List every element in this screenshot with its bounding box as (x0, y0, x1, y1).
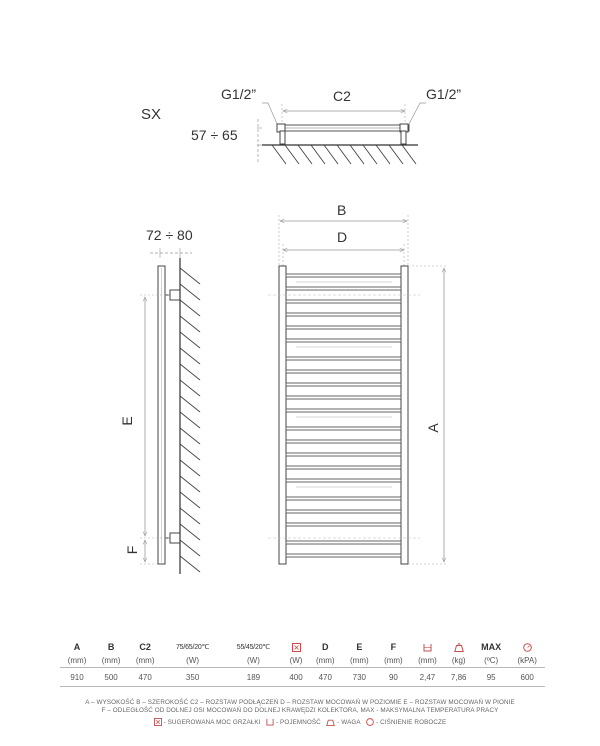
right-collector (401, 266, 408, 564)
header-d: D (322, 642, 329, 652)
legend-capacity-text: - POJEMNOŚĆ (275, 718, 321, 726)
legend-icons (0, 718, 600, 726)
c2-label: C2 (333, 88, 351, 104)
side-wall-hatching (180, 268, 200, 572)
unit-cell: (mm) (418, 655, 437, 665)
header-pressure (509, 641, 545, 653)
legend-weight-text: - WAGA (337, 718, 361, 726)
legend-line-2: F – ODLEGŁOŚĆ OD DOLNEJ OSI MOCOWAŃ DO DOLNEJ KRAWĘDZI KOLEKTORA, MAX - MAKSYMALNA TEMPERATURA PRACY (101, 707, 499, 714)
unit-cell: (kPA) (517, 655, 537, 665)
pressure-icon (523, 643, 532, 652)
value-cell: 730 (342, 668, 376, 687)
header-e: E (356, 642, 363, 652)
legend-heater-text: - SUGEROWANA MOC GRZAŁKI (163, 718, 261, 726)
heater-icon (154, 718, 162, 726)
top-wall-gap-label: 57 ÷ 65 (191, 127, 238, 143)
spec-table (60, 641, 545, 687)
unit-cell: (mm) (67, 655, 87, 665)
header-a: A (73, 642, 81, 652)
left-thread-leader (262, 103, 278, 126)
weight-icon (326, 718, 335, 726)
spec-values-row (60, 668, 545, 687)
b-label: B (337, 202, 347, 218)
top-wall-hatching (272, 145, 416, 164)
value-cell: 600 (509, 668, 545, 687)
left-collector (279, 266, 286, 564)
capacity-icon (423, 643, 432, 652)
unit-cell: (kg) (451, 655, 466, 665)
header-power-55: 55/45/20℃ (236, 644, 271, 651)
header-c2: C2 (139, 642, 151, 652)
header-max: MAX (481, 642, 502, 652)
unit-cell: (ºC) (484, 655, 499, 665)
legend-line-1: A – WYSOKOŚĆ B – SZEROKOŚĆ C2 – ROZSTAW PODŁĄCZEŃ D – ROZSTAW MOCOWAŃ W POZIOMIE E – ROZSTAW MOCOWAŃ W PIONIE (85, 699, 515, 706)
value-cell: 400 (284, 668, 308, 687)
left-thread-label: G1/2” (221, 86, 257, 102)
unit-cell: (W) (186, 655, 200, 665)
unit-cell: (mm) (384, 655, 403, 665)
spec-header-row (60, 641, 545, 653)
unit-cell: (mm) (101, 655, 121, 665)
spec-units-row (60, 653, 545, 668)
header-power-75: 75/65/20℃ (175, 644, 210, 651)
a-label: A (425, 423, 441, 433)
top-view (141, 86, 461, 164)
value-cell: 470 (308, 668, 342, 687)
unit-cell: (mm) (315, 655, 335, 665)
side-view (119, 227, 200, 574)
right-thread-leader (408, 103, 426, 126)
value-cell: 350 (162, 668, 223, 687)
header-weight (444, 641, 472, 653)
e-label: E (119, 416, 135, 426)
pressure-icon (366, 718, 374, 726)
side-bottom-bracket (170, 533, 180, 543)
d-label: D (337, 229, 348, 245)
header-capacity (410, 641, 444, 653)
model-label: SX (141, 106, 162, 123)
unit-cell: (W) (289, 655, 303, 665)
unit-cell: (W) (246, 655, 260, 665)
value-cell: 500 (94, 668, 128, 687)
value-cell: 90 (376, 668, 410, 687)
header-heater (284, 641, 308, 653)
heater-icon (292, 643, 301, 652)
right-thread-label: G1/2” (426, 86, 462, 102)
header-f: F (390, 642, 397, 652)
header-b: B (107, 642, 115, 652)
value-cell: 470 (128, 668, 162, 687)
unit-cell: (mm) (135, 655, 155, 665)
side-top-bracket (170, 290, 180, 300)
value-cell: 189 (223, 668, 284, 687)
capacity-icon (266, 718, 274, 726)
rungs (286, 274, 401, 557)
side-wall-gap-label: 72 ÷ 80 (146, 227, 193, 243)
value-cell: 2,47 (410, 668, 444, 687)
f-label: F (124, 545, 140, 555)
legend-pressure-text: - CIŚNIENIE ROBOCZE (376, 718, 447, 726)
value-cell: 7,86 (444, 668, 472, 687)
weight-icon (454, 643, 464, 652)
unit-cell: (mm) (350, 655, 369, 665)
value-cell: 95 (473, 668, 510, 687)
value-cell: 910 (60, 668, 94, 687)
front-view (268, 202, 448, 564)
